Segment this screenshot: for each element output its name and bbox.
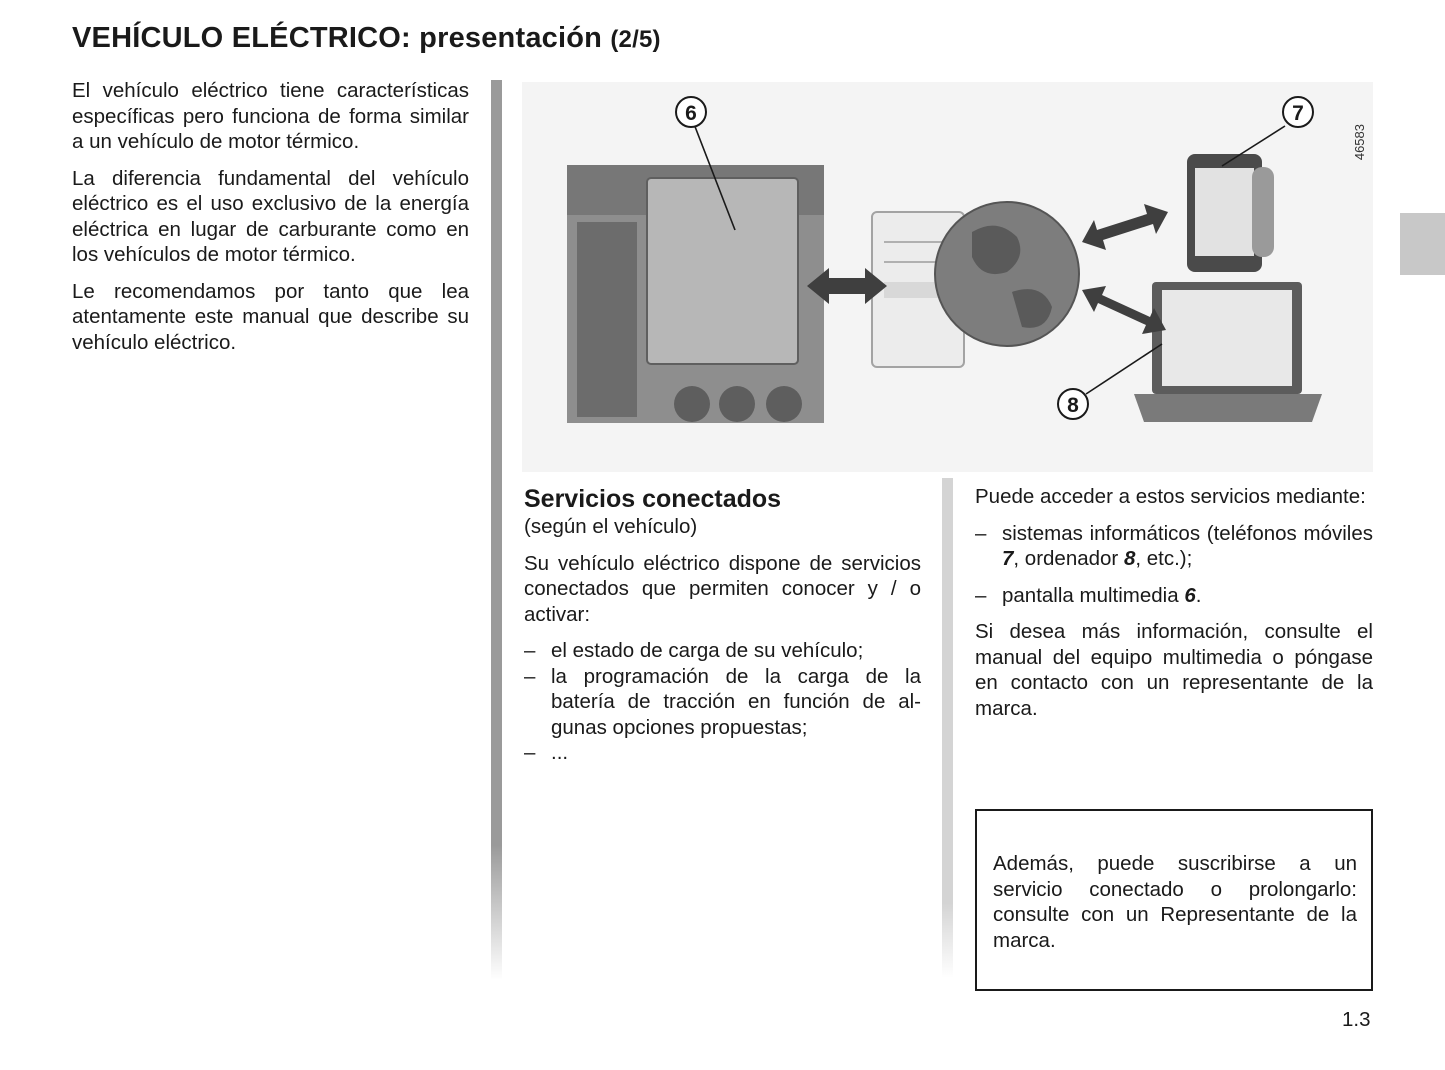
intro-paragraph: Le recomendamos por tanto que lea atentamente este manual que describe su vehículo eléctrico. — [72, 279, 469, 354]
intro-column — [72, 78, 469, 366]
section-note: (según el vehículo) — [524, 515, 698, 538]
illustration-ref-code: 46583 — [1352, 124, 1367, 161]
ref-number: 8 — [1123, 547, 1136, 570]
multimedia-screen — [647, 178, 798, 364]
services-intro: Su vehículo eléctrico dispone de servicios conectados que permiten conocer y / o activar: — [524, 551, 921, 626]
access-column — [975, 484, 1373, 732]
section-thumb-tab — [1400, 213, 1445, 275]
page-title-main: VEHÍCULO ELÉCTRICO: presentación — [72, 22, 603, 54]
list-dash: – — [524, 664, 536, 688]
list-dash: – — [524, 639, 536, 662]
list-dash: – — [975, 521, 987, 545]
callout-7 — [1283, 97, 1313, 127]
callout-label: 6 — [685, 102, 697, 125]
section-heading: Servicios conectados — [524, 485, 782, 513]
list-dash: – — [524, 741, 536, 764]
connected-services-illustration — [522, 82, 1373, 472]
access-intro: Puede acceder a estos servicios mediante: — [975, 485, 1366, 508]
page-title — [72, 22, 661, 55]
list-item: – la programación de la carga de la batería de tracción en función de algunas opciones propuestas; — [524, 664, 921, 739]
ref-number: 7 — [1002, 547, 1014, 570]
smartphone-icon — [1187, 154, 1274, 272]
column-divider-bar-light — [942, 478, 953, 978]
connected-services-column — [524, 484, 921, 766]
intro-paragraph: El vehículo eléctrico tiene características específicas pero funciona de forma similar a un vehículo de motor térmico. — [72, 79, 469, 153]
list-item: – el estado de carga de su vehículo; — [524, 639, 864, 662]
callout-label: 8 — [1067, 394, 1079, 417]
ref-number: 6 — [1184, 583, 1196, 607]
more-info-paragraph: Si desea más información, consulte el manual del equipo multimedia o póngase en contacto con un representante de la marca. — [975, 620, 1373, 720]
access-list — [975, 521, 1373, 609]
callout-8 — [1058, 389, 1088, 419]
list-item: – sistemas informáticos (teléfonos móviles 7, ordenador 8, etc.); — [975, 521, 1373, 570]
globe-icon — [935, 202, 1079, 346]
notice-box — [975, 809, 1373, 991]
page-number: 1.3 — [1342, 1008, 1371, 1031]
callout-label: 7 — [1292, 102, 1304, 125]
intro-paragraph: La diferencia fundamental del vehículo eléctrico es el uso exclusivo de la energía eléctrica en lugar de carburante como en los vehículos de motor térmico. — [72, 166, 469, 266]
callout-6 — [676, 97, 706, 127]
services-list — [524, 638, 921, 766]
laptop-icon — [1134, 282, 1322, 422]
column-divider-bar — [491, 80, 502, 980]
list-item: – ... — [524, 741, 569, 764]
dashboard-image — [567, 165, 824, 423]
list-dash: – — [975, 583, 987, 607]
list-item: – pantalla multimedia 6. — [975, 583, 1202, 607]
notice-text: Además, puede suscribirse a un servicio conectado o prolongarlo: consulte con un Representante de la marca. — [993, 852, 1357, 952]
page-title-sub: (2/5) — [610, 26, 661, 53]
